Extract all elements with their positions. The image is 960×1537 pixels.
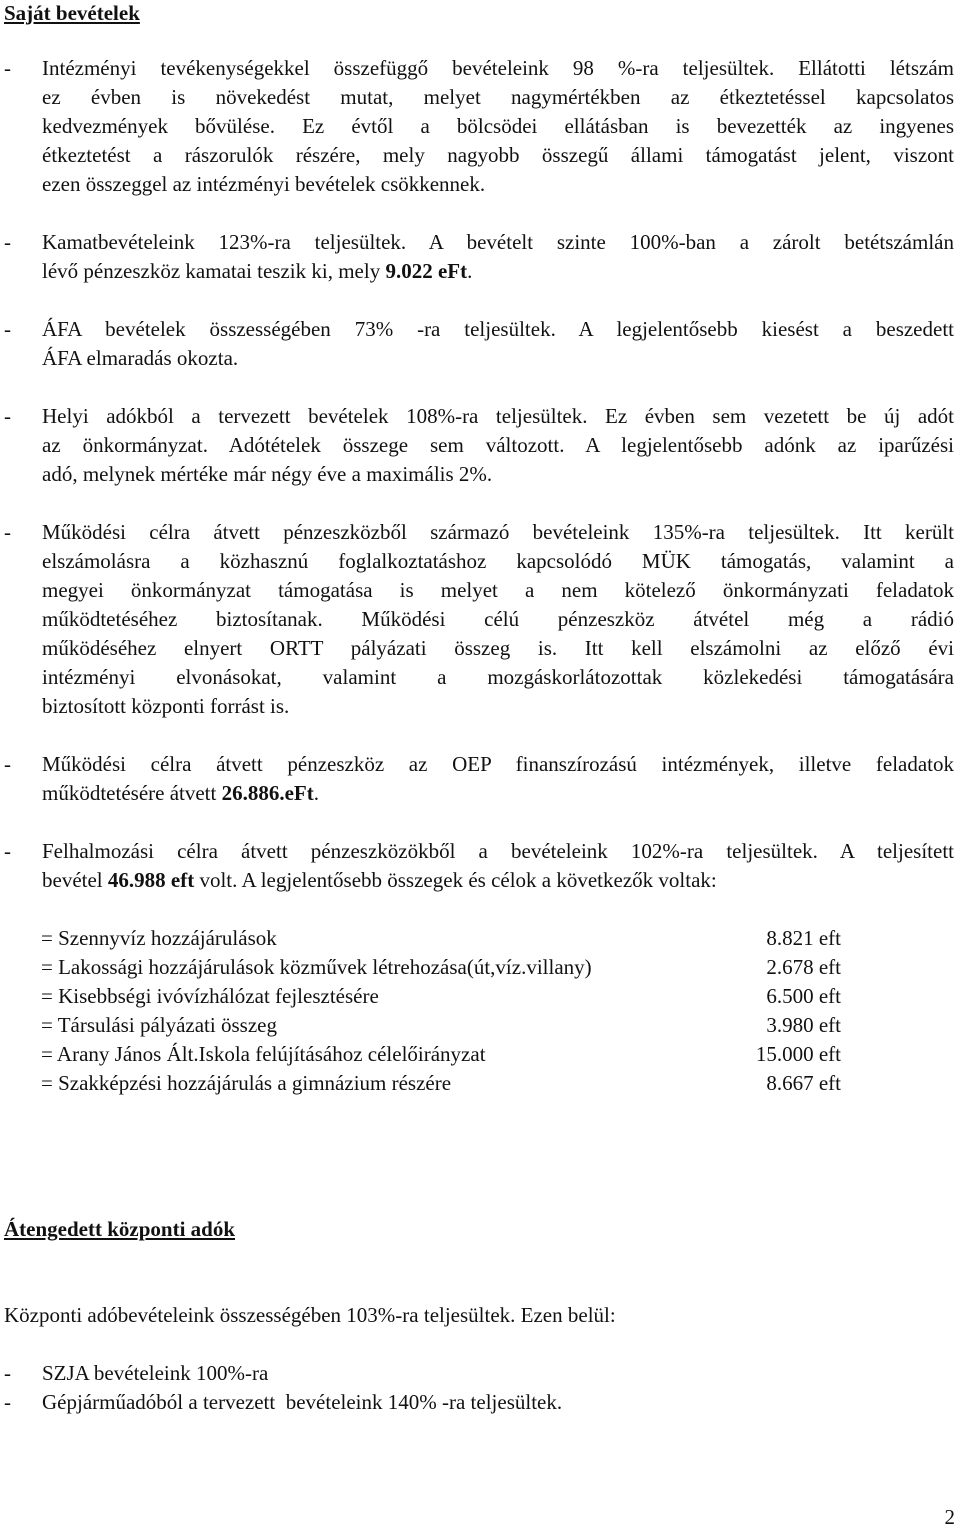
table-row-label: = Arany János Ált.Iskola felújításához célelőirányzat xyxy=(41,1042,486,1066)
text-line: elszámolásra a közhasznú foglalkoztatáshoz kapcsolódó MÜK támogatás, valamint a xyxy=(42,549,954,573)
list-item-text xyxy=(42,54,954,199)
list-item xyxy=(4,1388,954,1417)
table-row-label: = Szakképzési hozzájárulás a gimnázium részére xyxy=(41,1071,452,1095)
list-item-text xyxy=(42,750,954,808)
list-item-text xyxy=(42,315,954,373)
list-item xyxy=(4,1359,954,1388)
list-dash: - xyxy=(4,839,11,863)
table-row-value: 3.980 eft xyxy=(766,1013,841,1037)
list-item xyxy=(4,402,954,489)
amounts-table xyxy=(41,924,841,1098)
text-line: Intézményi tevékenységekkel összefüggő bevételeink 98 %-ra teljesültek. Ellátotti létszám xyxy=(42,56,954,80)
table-row-value: 8.667 eft xyxy=(766,1071,841,1095)
list-dash: - xyxy=(4,1361,11,1385)
text-line: étkeztetést a rászorulók részére, mely nagyobb összegű állami támogatást jelent, viszont xyxy=(42,143,954,167)
text-line: megyei önkormányzat támogatása is melyet a nem kötelező önkormányzati feladatok xyxy=(42,578,954,602)
text-line: ÁFA bevételek összességében 73% -ra teljesültek. A legjelentősebb kiesést a beszedett xyxy=(42,317,954,341)
table-row xyxy=(41,982,841,1011)
text-line: Felhalmozási célra átvett pénzeszközökből a bevételeink 102%-ra teljesültek. A teljesített xyxy=(42,839,954,863)
list-item xyxy=(4,315,954,373)
list-item xyxy=(4,228,954,286)
text-line: biztosított központi forrást is. xyxy=(42,694,290,718)
list-item-text xyxy=(42,1388,954,1417)
table-row xyxy=(41,1040,841,1069)
page-number: 2 xyxy=(944,1505,955,1529)
list-dash: - xyxy=(4,752,11,776)
section-heading-atengedett-kozponti-adok: Átengedett központi adók xyxy=(4,1217,236,1241)
amount-bold: 46.988 eft xyxy=(107,868,195,892)
table-row-label: = Lakossági hozzájárulások közművek létrehozása(út,víz.villany) xyxy=(41,955,592,979)
text-line: SZJA bevételeink 100%-ra xyxy=(42,1361,269,1385)
table-row-value: 6.500 eft xyxy=(766,984,841,1008)
text-line: ezen összeggel az intézményi bevételek csökkennek. xyxy=(42,172,486,196)
table-row-value: 2.678 eft xyxy=(766,955,841,979)
text-line: az önkormányzat. Adótételek összege sem változott. A legjelentősebb adónk az iparűzési xyxy=(42,433,954,457)
table-row-label: = Társulási pályázati összeg xyxy=(41,1013,277,1037)
list-dash: - xyxy=(4,404,11,428)
list-dash: - xyxy=(4,230,11,254)
table-row xyxy=(41,924,841,953)
text-line: kedvezmények bővülése. Ez évtől a bölcsödei ellátásban is bevezették az ingyenes xyxy=(42,114,954,138)
amount-bold: 9.022 eFt xyxy=(385,259,468,283)
text-line: Helyi adókból a tervezett bevételek 108%-ra teljesültek. Ez évben sem vezetett be új adót xyxy=(42,404,954,428)
list-item-text xyxy=(42,402,954,489)
table-row-value: 15.000 eft xyxy=(755,1042,841,1066)
table-row xyxy=(41,1069,841,1098)
list-item xyxy=(4,750,954,808)
list-dash: - xyxy=(4,317,11,341)
list-item-text xyxy=(42,518,954,721)
section-heading-sajat-bevetelek: Saját bevételek xyxy=(4,1,140,25)
text-line: ÁFA elmaradás okozta. xyxy=(42,346,239,370)
table-row xyxy=(41,953,841,982)
list-item-text xyxy=(42,837,954,895)
text-line: Működési célra átvett pénzeszköz az OEP finanszírozású intézmények, illetve feladatok xyxy=(42,752,954,776)
text-line: működtetéséhez biztosítanak. Működési célú pénzeszköz átvétel még a rádió xyxy=(42,607,954,631)
list-item xyxy=(4,837,954,895)
text-line: Gépjárműadóból a tervezett bevételeink 140% -ra teljesültek. xyxy=(42,1390,563,1414)
list-item xyxy=(4,54,954,199)
text-line: bevétel 46.988 eft volt. A legjelentősebb összegek és célok a következők voltak: xyxy=(42,868,717,892)
table-row-label: = Kisebbségi ivóvízhálózat fejlesztésére xyxy=(41,984,379,1008)
list-dash: - xyxy=(4,56,11,80)
text-line: Működési célra átvett pénzeszközből származó bevételeink 135%-ra teljesültek. Itt került xyxy=(42,520,954,544)
list-dash: - xyxy=(4,520,11,544)
text-line: lévő pénzeszköz kamatai teszik ki, mely 9.022 eFt. xyxy=(42,259,473,283)
list-item-text xyxy=(42,228,954,286)
section-intro: Központi adóbevételeink összességében 103%-ra teljesültek. Ezen belül: xyxy=(4,1303,616,1327)
text-line: intézményi elvonásokat, valamint a mozgáskorlátozottak közlekedési támogatására xyxy=(42,665,954,689)
list-item-text xyxy=(42,1359,954,1388)
text-line: működtetésére átvett 26.886.eFt. xyxy=(42,781,320,805)
text-line: adó, melynek mértéke már négy éve a maximális 2%. xyxy=(42,462,493,486)
table-row xyxy=(41,1011,841,1040)
text-line: működéséhez elnyert ORTT pályázati összeg is. Itt kell elszámolni az előző évi xyxy=(42,636,954,660)
table-row-label: = Szennyvíz hozzájárulások xyxy=(41,926,277,950)
list-dash: - xyxy=(4,1390,11,1414)
text-line: ez évben is növekedést mutat, melyet nagymértékben az étkeztetéssel kapcsolatos xyxy=(42,85,954,109)
list-item xyxy=(4,518,954,721)
text-line: Kamatbevételeink 123%-ra teljesültek. A bevételt szinte 100%-ban a zárolt betétszámlán xyxy=(42,230,954,254)
table-row-value: 8.821 eft xyxy=(766,926,841,950)
amount-bold: 26.886.eFt xyxy=(221,781,314,805)
